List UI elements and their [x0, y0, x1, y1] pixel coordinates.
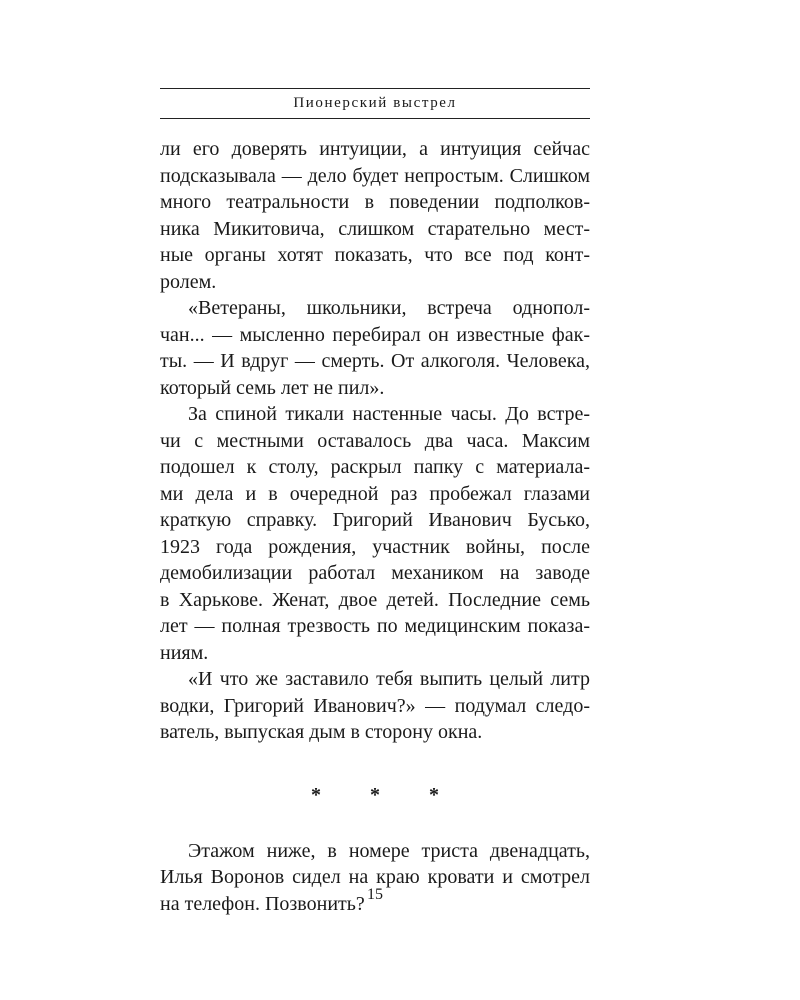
text-line: в Харькове. Женат, двое детей. Последние семь — [160, 588, 590, 611]
text-line: водки, Григорий Иванович?» — подумал следо- — [160, 694, 590, 717]
paragraph-3 — [160, 401, 590, 666]
text-line: Этажом ниже, в номере триста двенадцать, — [188, 839, 590, 862]
header-rule-bottom — [160, 118, 590, 119]
text-line: «И что же заставило тебя выпить целый литр — [188, 668, 590, 690]
text-line: За спиной тикали настенные часы. До встре- — [188, 403, 590, 425]
paragraph-4 — [160, 666, 590, 746]
section-break: * * * — [311, 783, 461, 806]
text-line: подошел к столу, раскрыл папку с материала- — [160, 456, 590, 478]
text-line: демобилизации работал механиком на заводе — [160, 562, 590, 584]
book-page — [160, 0, 590, 1000]
text-line: ватель, выпуская дым в сторону окна. — [160, 721, 483, 743]
text-line: много театральности в поведении подполков- — [160, 191, 590, 213]
text-line: подсказывала — дело будет непростым. Слишком — [160, 164, 590, 187]
running-head: Пионерский выстрел — [293, 95, 457, 111]
paragraph-1 — [160, 136, 590, 295]
header-rule-top — [160, 88, 590, 89]
text-line: ника Микитовича, слишком старательно мест- — [160, 217, 590, 240]
text-line: лет — полная трезвость по медицинским показа- — [160, 615, 590, 637]
text-line: «Ветераны, школьники, встреча однопол- — [188, 297, 590, 319]
text-line: ли его доверять интуиции, а интуиция сейчас — [160, 138, 590, 160]
text-line: ролем. — [160, 270, 217, 293]
text-line: ные органы хотят показать, что все под конт- — [160, 244, 590, 266]
text-line: ты. — И вдруг — смерть. От алкоголя. Человека, — [160, 350, 590, 372]
text-line: краткую справку. Григорий Иванович Бусько, — [160, 509, 590, 531]
body-text — [160, 136, 590, 917]
page-number: 15 — [367, 886, 383, 903]
text-line: который семь лет не пил». — [160, 376, 385, 399]
text-line: чан... — мысленно перебирал он известные фак- — [160, 323, 590, 346]
paragraph-2 — [160, 295, 590, 401]
text-line: 1923 года рождения, участник войны, после — [160, 535, 590, 558]
text-line: ми дела и в очередной раз пробежал глазами — [160, 482, 590, 505]
text-line: на телефон. Позвонить? — [160, 892, 365, 915]
text-line: ниям. — [160, 641, 209, 664]
text-line: чи с местными оставалось два часа. Максим — [160, 429, 590, 452]
text-line: Илья Воронов сидел на краю кровати и смотрел — [160, 866, 590, 888]
